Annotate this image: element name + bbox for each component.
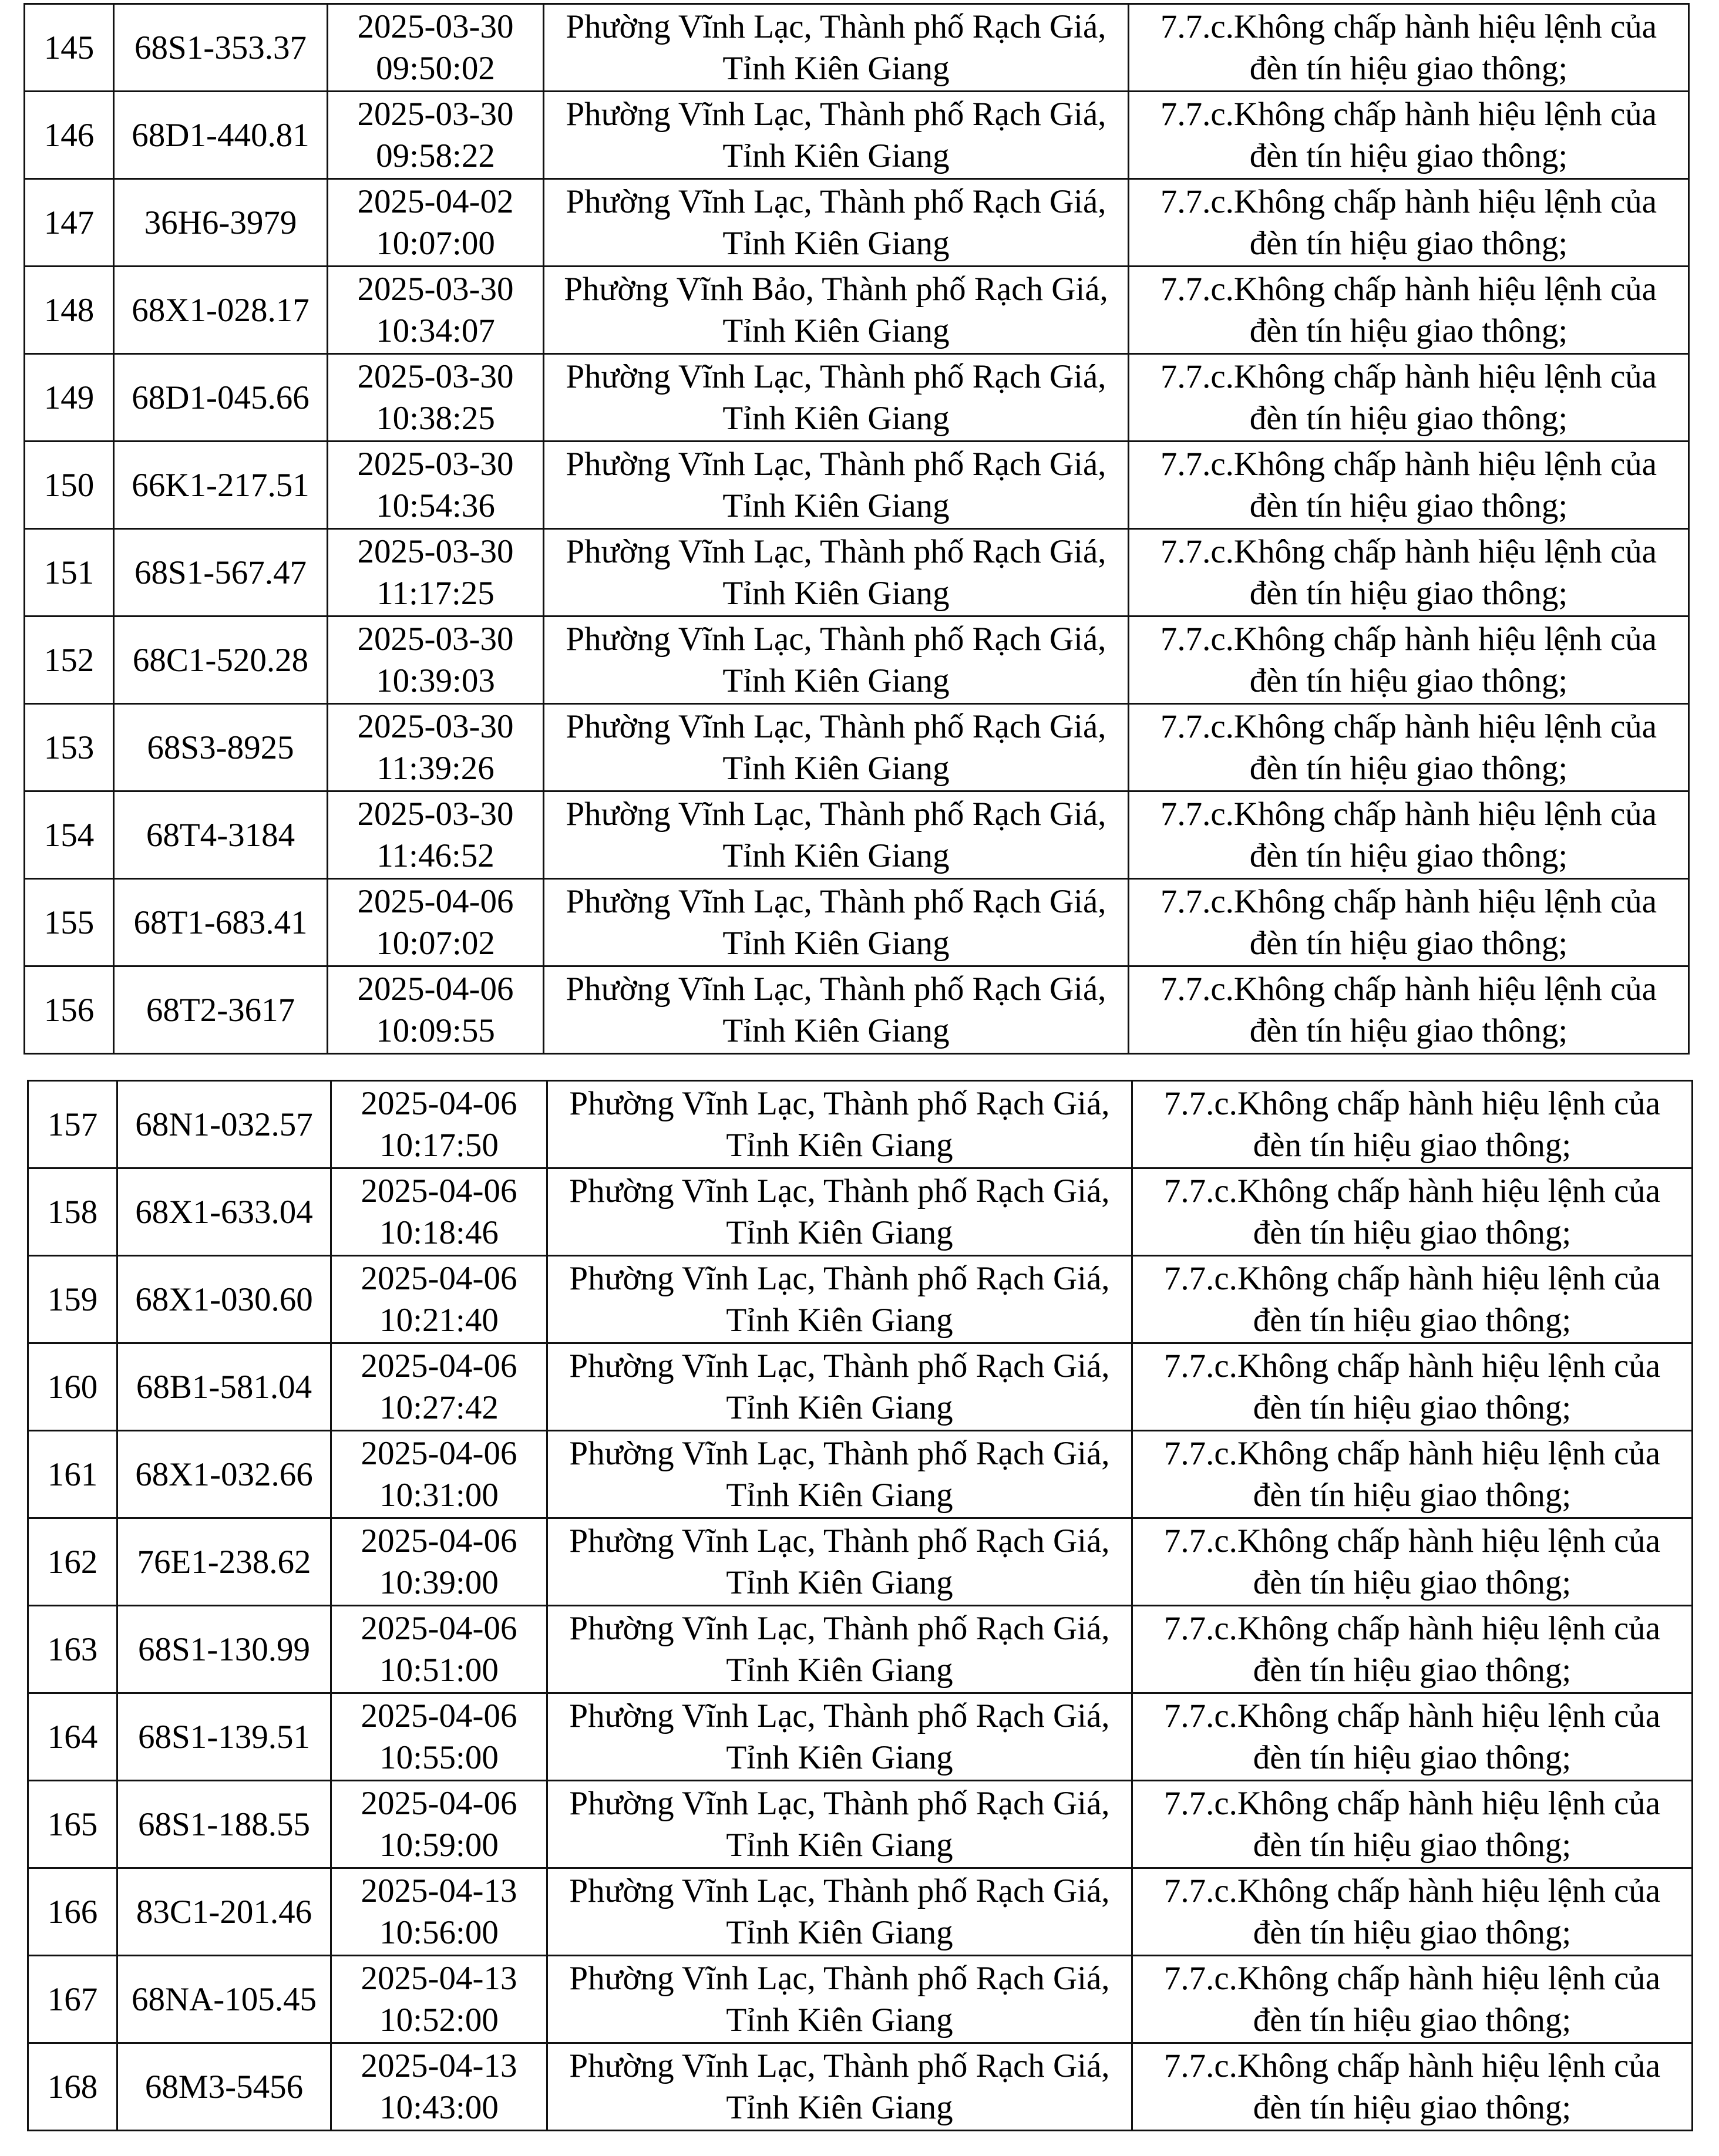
datetime-cell — [331, 1868, 547, 1956]
violation-line-2: đèn tín hiệu giao thông; — [1253, 1914, 1572, 1951]
violation-time: 10:39:00 — [379, 1564, 499, 1601]
license-plate-cell: 68X1-030.60 — [117, 1256, 331, 1343]
license-plate-cell: 68X1-032.66 — [117, 1431, 331, 1518]
location-cell — [547, 1256, 1132, 1343]
location-line-2: Tỉnh Kiên Giang — [722, 137, 950, 174]
table-row — [28, 2043, 1693, 2131]
location-line-1: Phường Vĩnh Lạc, Thành phố Rạch Giá, — [569, 1173, 1110, 1210]
violation-line-2: đèn tín hiệu giao thông; — [1253, 1214, 1572, 1251]
violation-date: 2025-04-02 — [357, 183, 514, 220]
location-line-2: Tỉnh Kiên Giang — [726, 1389, 953, 1426]
violation-time: 10:07:00 — [376, 225, 495, 262]
license-plate-cell: 68S1-567.47 — [114, 529, 328, 617]
violation-time: 10:55:00 — [379, 1739, 499, 1776]
violation-line-2: đèn tín hiệu giao thông; — [1249, 400, 1568, 437]
row-number-cell: 150 — [25, 442, 114, 529]
table-row — [28, 1956, 1693, 2043]
violation-cell — [1132, 1956, 1693, 2043]
location-line-1: Phường Vĩnh Lạc, Thành phố Rạch Giá, — [569, 1522, 1110, 1559]
violation-time: 09:58:22 — [376, 137, 495, 174]
violation-date: 2025-03-30 — [357, 621, 514, 658]
violation-date: 2025-04-13 — [361, 1960, 517, 1997]
row-number-cell: 146 — [25, 92, 114, 179]
violation-line-2: đèn tín hiệu giao thông; — [1253, 1477, 1572, 1514]
license-plate-cell: 83C1-201.46 — [117, 1868, 331, 1956]
license-plate-cell: 68NA-105.45 — [117, 1956, 331, 2043]
violation-time: 10:34:07 — [376, 312, 495, 349]
table-row — [28, 1256, 1693, 1343]
location-line-1: Phường Vĩnh Lạc, Thành phố Rạch Giá, — [566, 533, 1106, 570]
violations-table-top — [23, 3, 1690, 1055]
violation-line-1: 7.7.c.Không chấp hành hiệu lệnh của — [1160, 271, 1657, 308]
violation-cell — [1129, 179, 1689, 267]
violation-time: 10:31:00 — [379, 1477, 499, 1514]
license-plate-cell: 68M3-5456 — [117, 2043, 331, 2131]
row-number-cell: 153 — [25, 704, 114, 791]
location-cell — [544, 704, 1129, 791]
row-number-cell: 159 — [28, 1256, 117, 1343]
row-number-cell: 156 — [25, 966, 114, 1054]
violation-line-2: đèn tín hiệu giao thông; — [1249, 487, 1568, 524]
location-cell — [544, 4, 1129, 92]
location-cell — [544, 879, 1129, 966]
violation-line-2: đèn tín hiệu giao thông; — [1253, 1302, 1572, 1339]
table-row — [28, 1343, 1693, 1431]
violation-line-1: 7.7.c.Không chấp hành hiệu lệnh của — [1163, 1347, 1661, 1384]
datetime-cell — [331, 1956, 547, 2043]
violation-cell — [1129, 267, 1689, 354]
row-number-cell: 155 — [25, 879, 114, 966]
violation-line-1: 7.7.c.Không chấp hành hiệu lệnh của — [1163, 1173, 1661, 1210]
location-cell — [547, 1518, 1132, 1606]
location-cell — [544, 267, 1129, 354]
table-row — [28, 1431, 1693, 1518]
violation-cell — [1132, 1868, 1693, 1956]
violation-time: 10:21:40 — [379, 1302, 499, 1339]
location-line-1: Phường Vĩnh Lạc, Thành phố Rạch Giá, — [566, 183, 1106, 220]
location-line-1: Phường Vĩnh Lạc, Thành phố Rạch Giá, — [566, 446, 1106, 483]
violation-date: 2025-03-30 — [357, 708, 514, 745]
license-plate-cell: 68T1-683.41 — [114, 879, 328, 966]
table-row — [25, 529, 1689, 617]
location-line-2: Tỉnh Kiên Giang — [722, 1012, 950, 1049]
violation-date: 2025-03-30 — [357, 96, 514, 133]
table-row — [25, 442, 1689, 529]
datetime-cell — [331, 1431, 547, 1518]
violation-time: 10:39:03 — [376, 662, 495, 699]
license-plate-cell: 68N1-032.57 — [117, 1081, 331, 1168]
violation-line-2: đèn tín hiệu giao thông; — [1249, 750, 1568, 787]
datetime-cell — [328, 966, 544, 1054]
violation-line-2: đèn tín hiệu giao thông; — [1249, 925, 1568, 962]
table-row — [28, 1081, 1693, 1168]
violation-time: 11:17:25 — [376, 575, 494, 612]
violation-cell — [1132, 1518, 1693, 1606]
violation-time: 11:39:26 — [376, 750, 494, 787]
violation-cell — [1129, 354, 1689, 442]
violation-time: 10:07:02 — [376, 925, 495, 962]
license-plate-cell: 68S1-188.55 — [117, 1781, 331, 1868]
violation-date: 2025-04-06 — [361, 1435, 517, 1472]
location-line-1: Phường Vĩnh Lạc, Thành phố Rạch Giá, — [566, 796, 1106, 833]
violation-line-2: đèn tín hiệu giao thông; — [1249, 837, 1568, 874]
location-line-2: Tỉnh Kiên Giang — [726, 1914, 953, 1951]
violation-date: 2025-04-13 — [361, 2047, 517, 2084]
violation-date: 2025-04-06 — [361, 1173, 517, 1210]
datetime-cell — [331, 1606, 547, 1693]
violation-date: 2025-03-30 — [357, 8, 514, 45]
violation-line-1: 7.7.c.Không chấp hành hiệu lệnh của — [1160, 621, 1657, 658]
table-row — [28, 1868, 1693, 1956]
datetime-cell — [328, 704, 544, 791]
violation-line-1: 7.7.c.Không chấp hành hiệu lệnh của — [1160, 96, 1657, 133]
location-cell — [547, 1343, 1132, 1431]
location-line-1: Phường Vĩnh Lạc, Thành phố Rạch Giá, — [566, 883, 1106, 920]
row-number-cell: 147 — [25, 179, 114, 267]
violation-line-1: 7.7.c.Không chấp hành hiệu lệnh của — [1160, 358, 1657, 395]
location-cell — [544, 966, 1129, 1054]
violation-line-1: 7.7.c.Không chấp hành hiệu lệnh của — [1163, 1610, 1661, 1647]
violation-cell — [1132, 1431, 1693, 1518]
location-line-1: Phường Vĩnh Lạc, Thành phố Rạch Giá, — [569, 1260, 1110, 1297]
table-row — [25, 92, 1689, 179]
location-line-2: Tỉnh Kiên Giang — [722, 925, 950, 962]
violation-cell — [1132, 1606, 1693, 1693]
violation-cell — [1129, 92, 1689, 179]
violation-cell — [1132, 1693, 1693, 1781]
location-line-1: Phường Vĩnh Lạc, Thành phố Rạch Giá, — [566, 621, 1106, 658]
violation-date: 2025-03-30 — [357, 446, 514, 483]
license-plate-cell: 68D1-045.66 — [114, 354, 328, 442]
violation-date: 2025-04-06 — [357, 971, 514, 1008]
location-line-2: Tỉnh Kiên Giang — [722, 225, 950, 262]
location-line-2: Tỉnh Kiên Giang — [726, 1739, 953, 1776]
violation-time: 10:27:42 — [379, 1389, 499, 1426]
table-row — [25, 617, 1689, 704]
row-number-cell: 151 — [25, 529, 114, 617]
datetime-cell — [331, 1168, 547, 1256]
datetime-cell — [328, 791, 544, 879]
license-plate-cell: 68S1-130.99 — [117, 1606, 331, 1693]
violation-line-2: đèn tín hiệu giao thông; — [1249, 662, 1568, 699]
datetime-cell — [328, 4, 544, 92]
datetime-cell — [328, 354, 544, 442]
violation-line-2: đèn tín hiệu giao thông; — [1249, 312, 1568, 349]
location-line-1: Phường Vĩnh Lạc, Thành phố Rạch Giá, — [566, 358, 1106, 395]
row-number-cell: 149 — [25, 354, 114, 442]
violation-line-2: đèn tín hiệu giao thông; — [1253, 1564, 1572, 1601]
location-line-2: Tỉnh Kiên Giang — [726, 2002, 953, 2039]
location-line-2: Tỉnh Kiên Giang — [722, 312, 950, 349]
violation-line-1: 7.7.c.Không chấp hành hiệu lệnh của — [1163, 1260, 1661, 1297]
location-line-2: Tỉnh Kiên Giang — [726, 1652, 953, 1689]
location-cell — [547, 1081, 1132, 1168]
license-plate-cell: 68B1-581.04 — [117, 1343, 331, 1431]
location-line-1: Phường Vĩnh Lạc, Thành phố Rạch Giá, — [569, 2047, 1110, 2084]
location-line-2: Tỉnh Kiên Giang — [726, 1477, 953, 1514]
license-plate-cell: 68C1-520.28 — [114, 617, 328, 704]
violation-cell — [1129, 617, 1689, 704]
violation-line-1: 7.7.c.Không chấp hành hiệu lệnh của — [1163, 1085, 1661, 1122]
license-plate-cell: 68D1-440.81 — [114, 92, 328, 179]
location-line-2: Tỉnh Kiên Giang — [722, 487, 950, 524]
violation-date: 2025-04-06 — [361, 1347, 517, 1384]
table-row — [25, 879, 1689, 966]
location-line-2: Tỉnh Kiên Giang — [726, 1214, 953, 1251]
table-row — [25, 354, 1689, 442]
violation-line-2: đèn tín hiệu giao thông; — [1249, 50, 1568, 87]
violation-line-2: đèn tín hiệu giao thông; — [1253, 2002, 1572, 2039]
license-plate-cell: 68S1-353.37 — [114, 4, 328, 92]
violation-line-2: đèn tín hiệu giao thông; — [1253, 1652, 1572, 1689]
violation-line-1: 7.7.c.Không chấp hành hiệu lệnh của — [1160, 183, 1657, 220]
violation-line-2: đèn tín hiệu giao thông; — [1253, 1739, 1572, 1776]
location-cell — [547, 1606, 1132, 1693]
violation-line-1: 7.7.c.Không chấp hành hiệu lệnh của — [1163, 1960, 1661, 1997]
location-line-2: Tỉnh Kiên Giang — [722, 50, 950, 87]
table-row — [28, 1606, 1693, 1693]
license-plate-cell: 68X1-633.04 — [117, 1168, 331, 1256]
violation-time: 10:51:00 — [379, 1652, 499, 1689]
violation-line-1: 7.7.c.Không chấp hành hiệu lệnh của — [1163, 2047, 1661, 2084]
location-line-2: Tỉnh Kiên Giang — [722, 575, 950, 612]
violation-time: 10:09:55 — [376, 1012, 495, 1049]
location-line-2: Tỉnh Kiên Giang — [722, 837, 950, 874]
datetime-cell — [328, 442, 544, 529]
violation-cell — [1129, 704, 1689, 791]
violation-time: 10:38:25 — [376, 400, 495, 437]
table-row — [25, 267, 1689, 354]
license-plate-cell: 68T4-3184 — [114, 791, 328, 879]
violation-date: 2025-04-06 — [361, 1260, 517, 1297]
location-cell — [547, 1431, 1132, 1518]
violation-line-2: đèn tín hiệu giao thông; — [1253, 1827, 1572, 1864]
violation-line-2: đèn tín hiệu giao thông; — [1253, 2089, 1572, 2126]
row-number-cell: 148 — [25, 267, 114, 354]
location-line-1: Phường Vĩnh Bảo, Thành phố Rạch Giá, — [564, 271, 1108, 308]
violation-date: 2025-03-30 — [357, 271, 514, 308]
table-row — [28, 1781, 1693, 1868]
table-row — [28, 1518, 1693, 1606]
violation-time: 10:52:00 — [379, 2002, 499, 2039]
row-number-cell: 161 — [28, 1431, 117, 1518]
row-number-cell: 164 — [28, 1693, 117, 1781]
row-number-cell: 167 — [28, 1956, 117, 2043]
license-plate-cell: 36H6-3979 — [114, 179, 328, 267]
violation-time: 10:59:00 — [379, 1827, 499, 1864]
row-number-cell: 162 — [28, 1518, 117, 1606]
violation-line-1: 7.7.c.Không chấp hành hiệu lệnh của — [1163, 1697, 1661, 1734]
datetime-cell — [331, 1343, 547, 1431]
row-number-cell: 154 — [25, 791, 114, 879]
location-line-1: Phường Vĩnh Lạc, Thành phố Rạch Giá, — [569, 1085, 1110, 1122]
license-plate-cell: 68X1-028.17 — [114, 267, 328, 354]
violation-line-2: đèn tín hiệu giao thông; — [1249, 137, 1568, 174]
datetime-cell — [328, 617, 544, 704]
datetime-cell — [328, 179, 544, 267]
violation-time: 09:50:02 — [376, 50, 495, 87]
datetime-cell — [331, 1256, 547, 1343]
row-number-cell: 166 — [28, 1868, 117, 1956]
location-cell — [544, 529, 1129, 617]
violation-line-1: 7.7.c.Không chấp hành hiệu lệnh của — [1160, 533, 1657, 570]
location-cell — [544, 442, 1129, 529]
location-line-2: Tỉnh Kiên Giang — [722, 750, 950, 787]
datetime-cell — [328, 529, 544, 617]
location-line-1: Phường Vĩnh Lạc, Thành phố Rạch Giá, — [569, 1697, 1110, 1734]
violation-time: 10:17:50 — [379, 1127, 499, 1164]
datetime-cell — [331, 1781, 547, 1868]
location-line-2: Tỉnh Kiên Giang — [726, 1564, 953, 1601]
row-number-cell: 145 — [25, 4, 114, 92]
violation-date: 2025-04-06 — [361, 1697, 517, 1734]
table-row — [25, 791, 1689, 879]
table-row — [25, 4, 1689, 92]
row-number-cell: 168 — [28, 2043, 117, 2131]
datetime-cell — [331, 1081, 547, 1168]
datetime-cell — [328, 879, 544, 966]
violation-line-2: đèn tín hiệu giao thông; — [1253, 1127, 1572, 1164]
violation-line-2: đèn tín hiệu giao thông; — [1253, 1389, 1572, 1426]
row-number-cell: 165 — [28, 1781, 117, 1868]
violation-line-1: 7.7.c.Không chấp hành hiệu lệnh của — [1160, 796, 1657, 833]
location-cell — [547, 1868, 1132, 1956]
location-line-1: Phường Vĩnh Lạc, Thành phố Rạch Giá, — [569, 1435, 1110, 1472]
license-plate-cell: 68S1-139.51 — [117, 1693, 331, 1781]
location-line-1: Phường Vĩnh Lạc, Thành phố Rạch Giá, — [566, 708, 1106, 745]
datetime-cell — [328, 267, 544, 354]
violation-line-2: đèn tín hiệu giao thông; — [1249, 575, 1568, 612]
violation-cell — [1129, 791, 1689, 879]
violation-line-1: 7.7.c.Không chấp hành hiệu lệnh của — [1160, 971, 1657, 1008]
violation-line-1: 7.7.c.Không chấp hành hiệu lệnh của — [1163, 1435, 1661, 1472]
violation-line-1: 7.7.c.Không chấp hành hiệu lệnh của — [1160, 883, 1657, 920]
datetime-cell — [328, 92, 544, 179]
violation-cell — [1132, 1343, 1693, 1431]
location-line-2: Tỉnh Kiên Giang — [722, 662, 950, 699]
license-plate-cell: 68T2-3617 — [114, 966, 328, 1054]
violation-line-1: 7.7.c.Không chấp hành hiệu lệnh của — [1160, 708, 1657, 745]
violation-cell — [1132, 1781, 1693, 1868]
violation-line-2: đèn tín hiệu giao thông; — [1249, 1012, 1568, 1049]
location-cell — [547, 1781, 1132, 1868]
location-cell — [547, 1693, 1132, 1781]
location-line-2: Tỉnh Kiên Giang — [726, 1302, 953, 1339]
location-cell — [544, 617, 1129, 704]
violation-time: 11:46:52 — [376, 837, 494, 874]
license-plate-cell: 66K1-217.51 — [114, 442, 328, 529]
violation-cell — [1129, 4, 1689, 92]
violation-cell — [1129, 529, 1689, 617]
location-cell — [544, 354, 1129, 442]
location-cell — [547, 1168, 1132, 1256]
violation-date: 2025-04-13 — [361, 1872, 517, 1909]
location-cell — [544, 179, 1129, 267]
location-cell — [547, 1956, 1132, 2043]
row-number-cell: 157 — [28, 1081, 117, 1168]
location-line-2: Tỉnh Kiên Giang — [726, 2089, 953, 2126]
location-cell — [544, 791, 1129, 879]
violation-date: 2025-04-06 — [361, 1610, 517, 1647]
license-plate-cell: 76E1-238.62 — [117, 1518, 331, 1606]
row-number-cell: 152 — [25, 617, 114, 704]
table-row — [25, 704, 1689, 791]
violation-cell — [1132, 1256, 1693, 1343]
violation-time: 10:56:00 — [379, 1914, 499, 1951]
violation-cell — [1132, 1081, 1693, 1168]
violation-cell — [1129, 879, 1689, 966]
violation-time: 10:18:46 — [379, 1214, 499, 1251]
location-line-1: Phường Vĩnh Lạc, Thành phố Rạch Giá, — [566, 8, 1106, 45]
location-line-1: Phường Vĩnh Lạc, Thành phố Rạch Giá, — [569, 1610, 1110, 1647]
location-line-1: Phường Vĩnh Lạc, Thành phố Rạch Giá, — [569, 1960, 1110, 1997]
location-line-1: Phường Vĩnh Lạc, Thành phố Rạch Giá, — [566, 971, 1106, 1008]
violations-table-bottom — [27, 1080, 1693, 2131]
datetime-cell — [331, 1693, 547, 1781]
table-row — [28, 1693, 1693, 1781]
violation-date: 2025-04-06 — [361, 1785, 517, 1822]
violation-line-1: 7.7.c.Không chấp hành hiệu lệnh của — [1160, 8, 1657, 45]
violation-time: 10:43:00 — [379, 2089, 499, 2126]
location-line-2: Tỉnh Kiên Giang — [726, 1827, 953, 1864]
violation-time: 10:54:36 — [376, 487, 495, 524]
table-row — [28, 1168, 1693, 1256]
violation-line-1: 7.7.c.Không chấp hành hiệu lệnh của — [1163, 1872, 1661, 1909]
violation-cell — [1132, 1168, 1693, 1256]
violation-date: 2025-04-06 — [361, 1522, 517, 1559]
violation-date: 2025-03-30 — [357, 796, 514, 833]
violation-date: 2025-04-06 — [361, 1085, 517, 1122]
violation-line-1: 7.7.c.Không chấp hành hiệu lệnh của — [1163, 1785, 1661, 1822]
location-line-2: Tỉnh Kiên Giang — [726, 1127, 953, 1164]
license-plate-cell: 68S3-8925 — [114, 704, 328, 791]
datetime-cell — [331, 2043, 547, 2131]
location-line-1: Phường Vĩnh Lạc, Thành phố Rạch Giá, — [569, 1785, 1110, 1822]
table-row — [25, 179, 1689, 267]
location-cell — [547, 2043, 1132, 2131]
row-number-cell: 158 — [28, 1168, 117, 1256]
table-row — [25, 966, 1689, 1054]
violation-cell — [1129, 442, 1689, 529]
violation-line-2: đèn tín hiệu giao thông; — [1249, 225, 1568, 262]
location-line-1: Phường Vĩnh Lạc, Thành phố Rạch Giá, — [566, 96, 1106, 133]
location-line-1: Phường Vĩnh Lạc, Thành phố Rạch Giá, — [569, 1347, 1110, 1384]
violation-date: 2025-03-30 — [357, 533, 514, 570]
row-number-cell: 160 — [28, 1343, 117, 1431]
datetime-cell — [331, 1518, 547, 1606]
row-number-cell: 163 — [28, 1606, 117, 1693]
violation-date: 2025-03-30 — [357, 358, 514, 395]
location-cell — [544, 92, 1129, 179]
violation-cell — [1132, 2043, 1693, 2131]
violation-line-1: 7.7.c.Không chấp hành hiệu lệnh của — [1163, 1522, 1661, 1559]
location-line-2: Tỉnh Kiên Giang — [722, 400, 950, 437]
violation-date: 2025-04-06 — [357, 883, 514, 920]
violation-line-1: 7.7.c.Không chấp hành hiệu lệnh của — [1160, 446, 1657, 483]
location-line-1: Phường Vĩnh Lạc, Thành phố Rạch Giá, — [569, 1872, 1110, 1909]
violation-cell — [1129, 966, 1689, 1054]
